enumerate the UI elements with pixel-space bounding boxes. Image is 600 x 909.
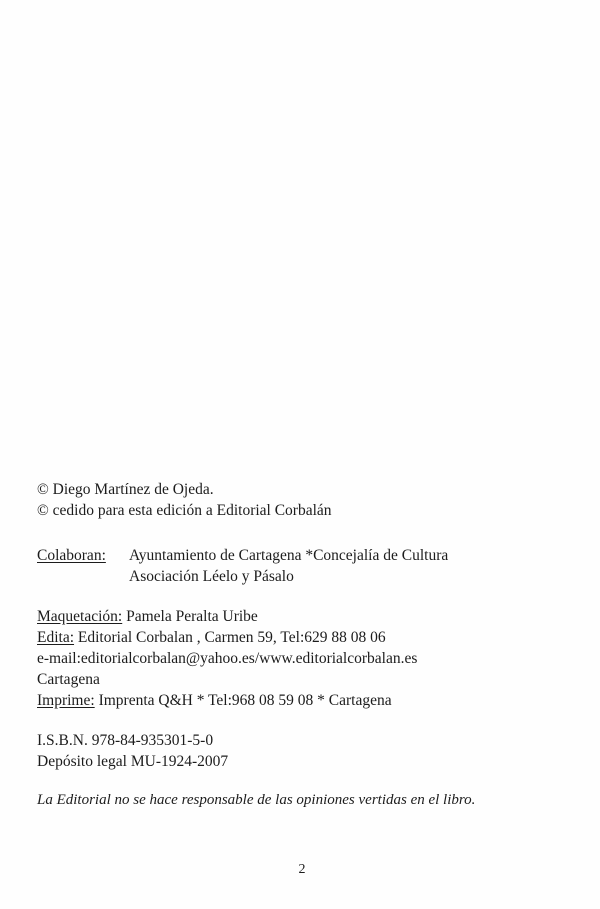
collaborator-city-council: Ayuntamiento de Cartagena *Concejalía de Cultura [129,547,449,564]
printer-credit [37,690,577,711]
printer-value: Imprenta Q&H * Tel:968 08 59 08 * Cartagena [94,692,392,709]
layout-value: Pamela Peralta Uribe [122,608,258,625]
publisher-value: Editorial Corbalan , Carmen 59, Tel:629 88 08 06 [74,629,386,646]
collaborators-label: Colaboran: [37,547,106,564]
collaborators-row [37,545,577,566]
copyright-assignment: © cedido para esta edición a Editorial Corbalán [37,502,332,519]
collaborators-block [37,545,577,587]
publisher-city: Cartagena [37,671,100,688]
page-number: 2 [298,862,306,877]
copyright-block [37,479,577,521]
publisher-contact: e-mail:editorialcorbalan@yahoo.es/www.editorialcorbalan.es [37,650,418,667]
legal-deposit-line: Depósito legal MU-1924-2007 [37,753,229,770]
layout-label: Maquetación: [37,608,123,625]
collaborator-association: Asociación Léelo y Pásalo [129,568,294,585]
layout-credit [37,606,577,627]
publisher-label: Edita: [37,629,75,646]
publisher-credit [37,627,577,648]
copyright-author: © Diego Martínez de Ojeda. [37,481,214,498]
credits-block [37,606,577,711]
isbn-line: I.S.B.N. 978-84-935301-5-0 [37,732,214,749]
printer-label: Imprime: [37,692,95,709]
disclaimer-text: La Editorial no se hace responsable de las opiniones vertidas en el libro. [37,792,476,808]
registration-block [37,730,577,772]
